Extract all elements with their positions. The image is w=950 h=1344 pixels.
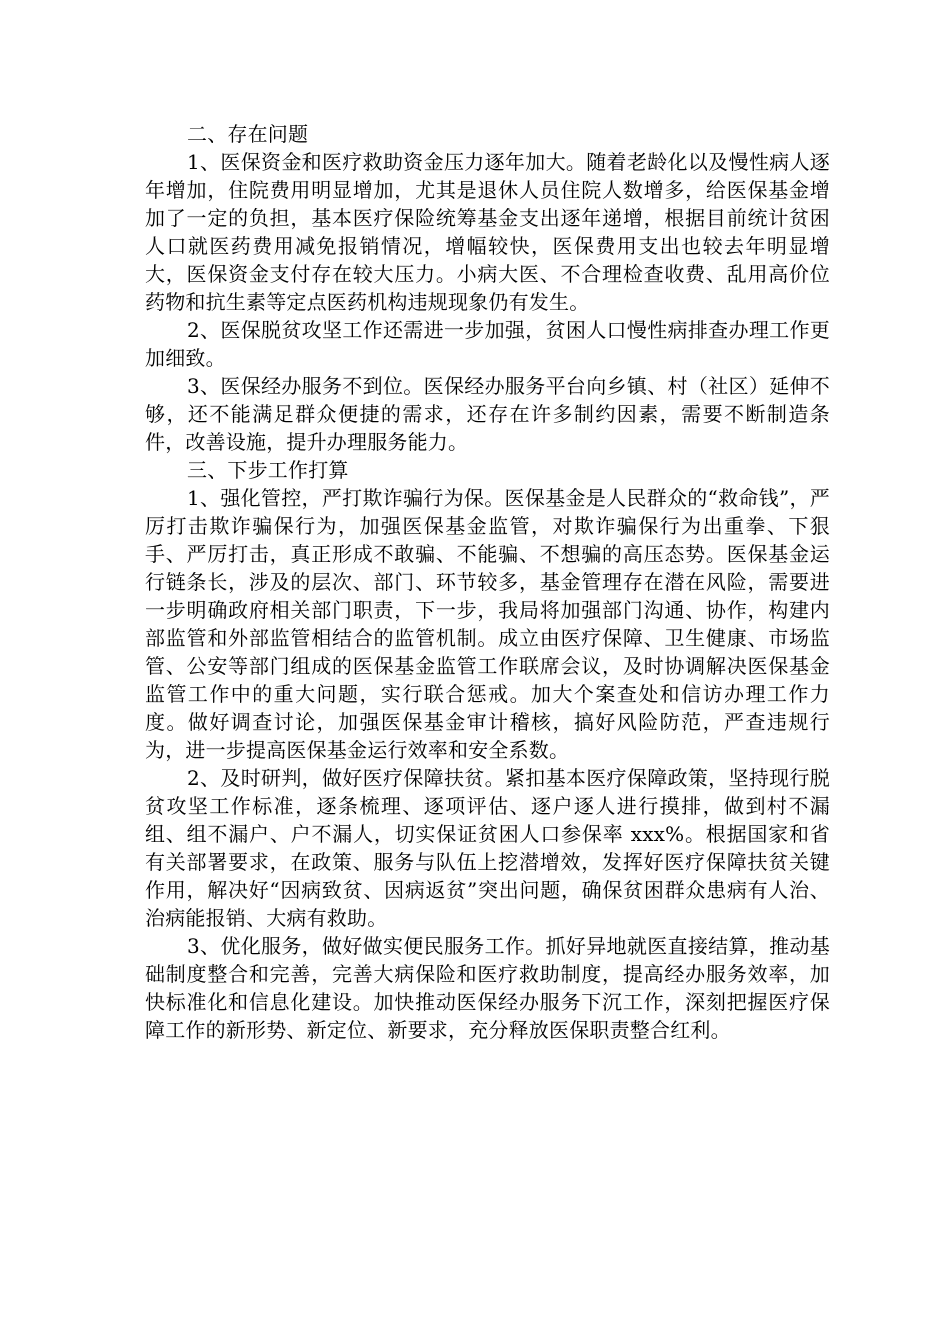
section-heading-next-steps: 三、下步工作打算 bbox=[187, 458, 349, 482]
problem-paragraph-2: 2、医保脱贫攻坚工作还需进一步加强，贫困人口慢性病排查办理工作更加细致。 bbox=[145, 318, 830, 370]
document-page bbox=[145, 120, 830, 1044]
section-heading-problems: 二、存在问题 bbox=[187, 122, 309, 146]
problem-paragraph-1: 1、医保资金和医疗救助资金压力逐年加大。随着老龄化以及慢性病人逐年增加，住院费用明显增加，尤其是退休人员住院人数增多，给医保基金增加了一定的负担，基本医疗保险统筹基金支出逐年递增，根据目前统计贫困人口就医药费用减免报销情况，增幅较快，医保费用支出也较去年明显增大，医保资金支付存在较大压力。小病大医、不合理检查收费、乱用高价位药物和抗生素等定点医药机构违规现象仍有发生。 bbox=[145, 150, 830, 314]
plan-paragraph-1: 1、强化管控，严打欺诈骗行为保。医保基金是人民群众的“救命钱”，严厉打击欺诈骗保行为，加强医保基金监管，对欺诈骗保行为出重拳、下狠手、严厉打击，真正形成不敢骗、不能骗、不想骗的高压态势。医保基金运行链条长，涉及的层次、部门、环节较多，基金管理存在潜在风险，需要进一步明确政府相关部门职责，下一步，我局将加强部门沟通、协作，构建内部监管和外部监管相结合的监管机制。成立由医疗保障、卫生健康、市场监管、公安等部门组成的医保基金监管工作联席会议，及时协调解决医保基金监管工作中的重大问题，实行联合惩戒。加大个案查处和信访办理工作力度。做好调查讨论，加强医保基金审计稽核，搞好风险防范，严查违规行为，进一步提高医保基金运行效率和安全系数。 bbox=[145, 486, 830, 762]
plan-paragraph-2: 2、及时研判，做好医疗保障扶贫。紧扣基本医疗保障政策，坚持现行脱贫攻坚工作标准，逐条梳理、逐项评估、逐户逐人进行摸排，做到村不漏组、组不漏户、户不漏人，切实保证贫困人口参保率 xxx%。根据国家和省有关部署要求，在政策、服务与队伍上挖潜增效，发挥好医疗保障扶贫关键作用，解决好“因病致贫、因病返贫”突出问题，确保贫困群众患病有人治、治病能报销、大病有救助。 bbox=[145, 766, 830, 930]
problem-paragraph-3: 3、医保经办服务不到位。医保经办服务平台向乡镇、村（社区）延伸不够，还不能满足群众便捷的需求，还存在许多制约因素，需要不断制造条件，改善设施，提升办理服务能力。 bbox=[145, 374, 830, 454]
plan-paragraph-3: 3、优化服务，做好做实便民服务工作。抓好异地就医直接结算，推动基础制度整合和完善，完善大病保险和医疗救助制度，提高经办服务效率，加快标准化和信息化建设。加快推动医保经办服务下沉工作，深刻把握医疗保障工作的新形势、新定位、新要求，充分释放医保职责整合红利。 bbox=[145, 934, 830, 1042]
